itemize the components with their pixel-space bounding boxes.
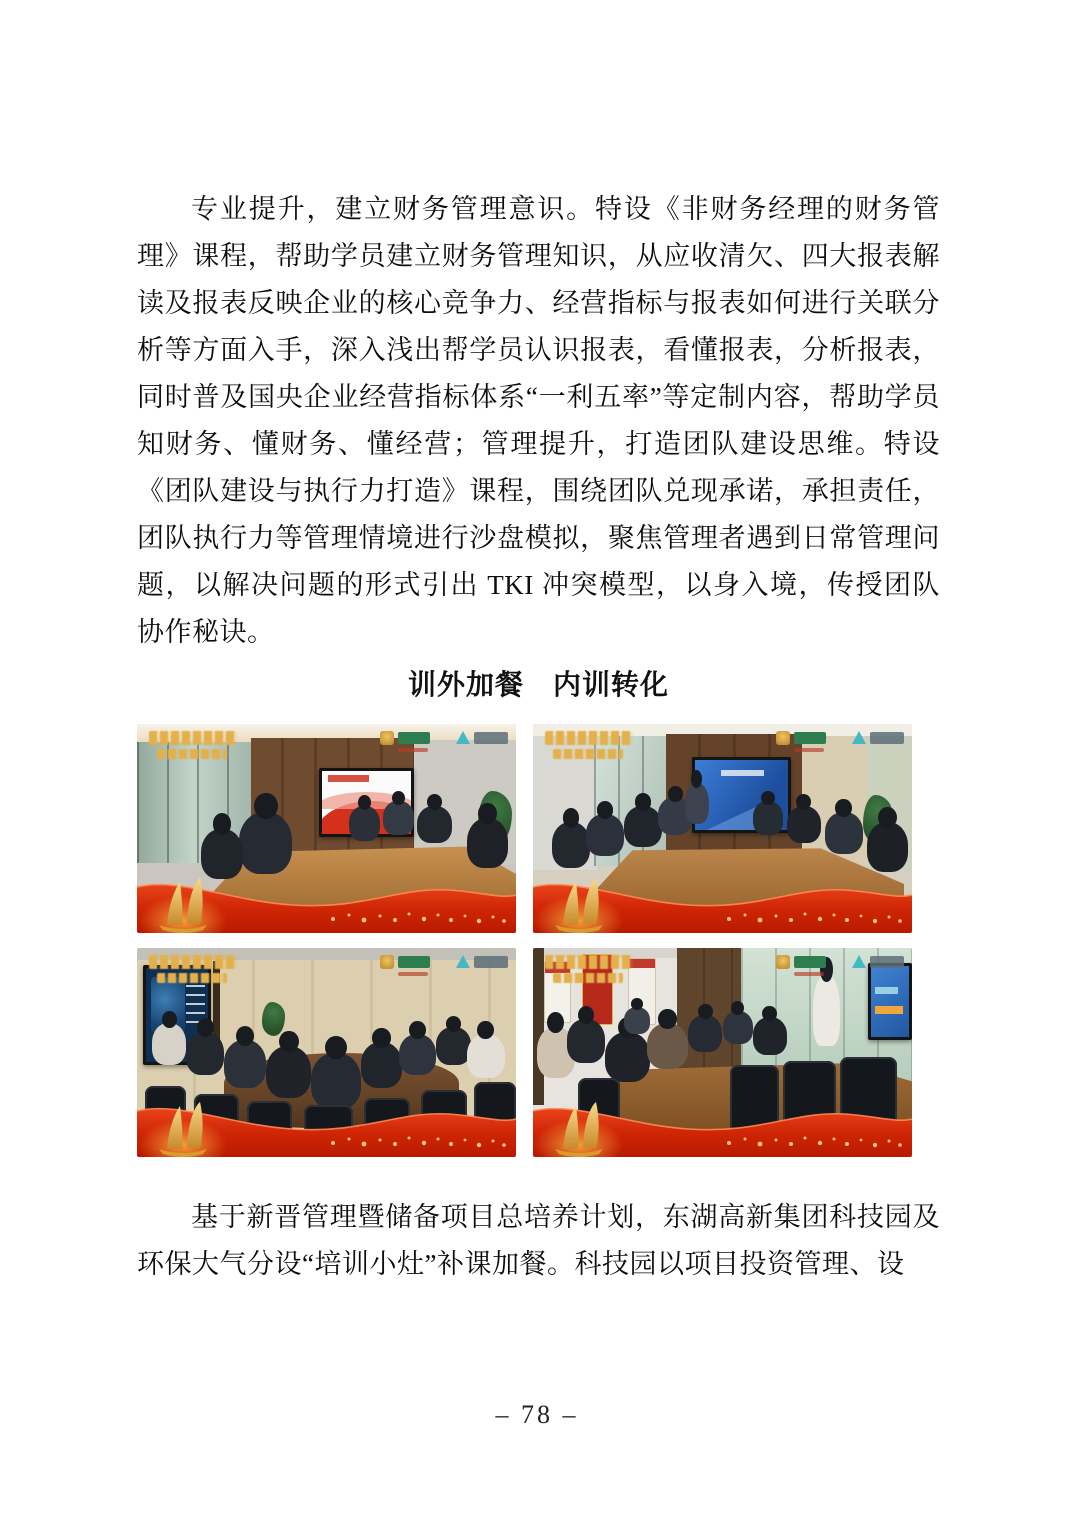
partner-logos	[380, 955, 508, 969]
attendee	[417, 806, 451, 844]
partner-logos	[776, 731, 904, 745]
attendee	[567, 1019, 605, 1063]
attendee	[624, 1007, 651, 1034]
attendee	[467, 1034, 505, 1078]
attendee	[552, 822, 590, 868]
attendee	[266, 1046, 311, 1098]
attendee	[586, 814, 624, 856]
gold-emblem-logo	[380, 731, 430, 745]
gold-calligraphy	[149, 731, 237, 759]
attendee	[624, 806, 662, 848]
attendee	[152, 1023, 186, 1065]
attendee	[787, 806, 821, 844]
paragraph-1: 专业提升，建立财务管理意识。特设《非财务经理的财务管理》课程，帮助学员建立财务管理知识，从应收清欠、四大报表解读及报表反映企业的核心竞争力、经营指标与报表如何进行关联分析等方面入手，深入浅出帮学员认识报表，看懂报表，分析报表，同时普及国央企业经营指标体系“一利五率”等定制内容，帮助学员知财务、懂财务、懂经营；管理提升，打造团队建设思维。特设《团队建设与执行力打造》课程，围绕团队兑现承诺，承担责任，团队执行力等管理情境进行沙盘模拟，聚焦管理者遇到日常管理问题，以解决问题的形式引出 TKI 冲突模型，以身入境，传授团队协作秘诀。	[137, 194, 940, 647]
attendee	[239, 812, 292, 875]
training-photo-3	[137, 948, 516, 1157]
gold-calligraphy	[149, 955, 237, 983]
plant	[262, 1002, 285, 1035]
gold-emblem-logo	[776, 731, 826, 745]
attendee	[688, 1015, 722, 1053]
attendee	[349, 806, 379, 842]
training-photo-4	[533, 948, 912, 1157]
teal-triangle-logo	[852, 955, 904, 969]
attendee	[647, 1023, 689, 1069]
paragraph-2: 基于新晋管理暨储备项目总培养计划，东湖高新集团科技园及环保大气分设“培训小灶”补课加餐。科技园以项目投资管理、设	[137, 1202, 940, 1279]
attendee	[723, 1011, 753, 1044]
presentation-screen	[868, 963, 912, 1040]
attendee	[467, 818, 509, 868]
red-ribbon-banner	[533, 1099, 912, 1157]
training-photo-2	[533, 724, 912, 933]
section-subtitle: 训外加餐 内训转化	[407, 670, 669, 701]
page-number: – 78 –	[495, 1400, 579, 1429]
partner-logos	[776, 955, 904, 969]
attendee	[605, 1032, 650, 1082]
gold-calligraphy	[545, 731, 633, 759]
attendee	[186, 1032, 224, 1076]
attendee	[753, 801, 783, 834]
attendee	[399, 1034, 437, 1076]
red-ribbon-banner	[137, 875, 516, 933]
teal-triangle-logo	[852, 731, 904, 745]
red-ribbon-banner	[137, 1099, 516, 1157]
attendee	[383, 801, 413, 834]
text-column	[137, 186, 940, 1288]
presenter	[685, 783, 710, 825]
teal-triangle-logo	[456, 731, 508, 745]
wall-edge	[533, 948, 544, 1105]
gold-emblem-logo	[776, 955, 826, 969]
photo-grid	[137, 724, 940, 1157]
attendee	[224, 1040, 266, 1088]
teal-triangle-logo	[456, 955, 508, 969]
attendee	[201, 829, 243, 879]
attendee	[825, 812, 863, 854]
partner-logos	[380, 731, 508, 745]
gold-calligraphy	[545, 955, 633, 983]
training-photo-1	[137, 724, 516, 933]
attendee	[361, 1042, 403, 1088]
attendee	[436, 1027, 470, 1065]
attendee	[753, 1017, 787, 1055]
gold-emblem-logo	[380, 955, 430, 969]
standing-presenter	[813, 975, 840, 1046]
red-ribbon-banner	[533, 875, 912, 933]
attendee	[867, 822, 909, 872]
